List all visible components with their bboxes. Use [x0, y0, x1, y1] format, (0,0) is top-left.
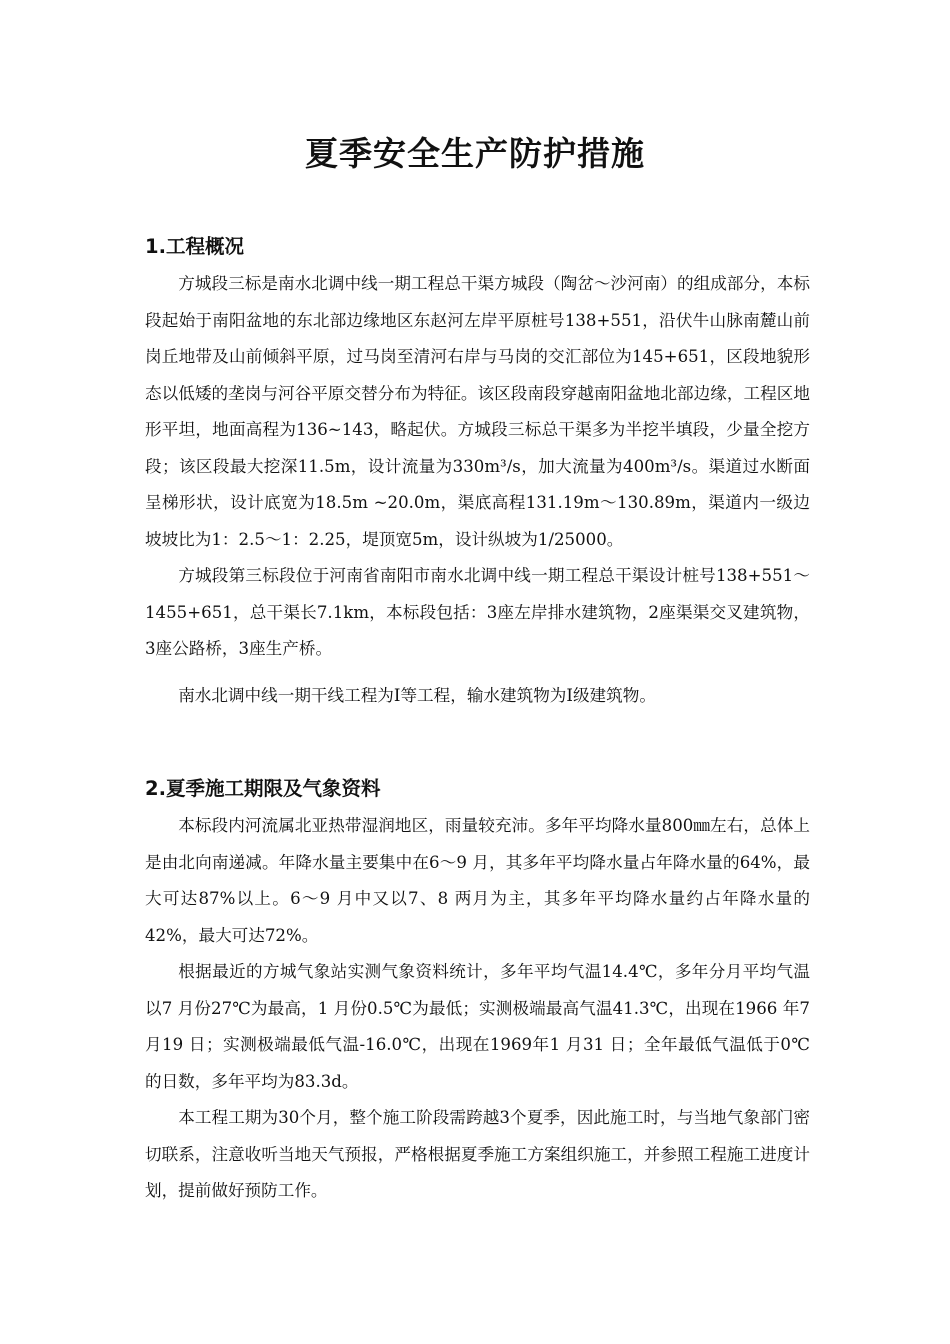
paragraph: 南水北调中线一期干线工程为Ⅰ等工程，输水建筑物为Ⅰ级建筑物。	[178, 685, 656, 705]
document-title: 夏季安全生产防护措施	[305, 134, 645, 173]
section-heading: 1.工程概况	[145, 235, 244, 258]
paragraph: 方城段第三标段位于河南省南阳市南水北调中线一期工程总干渠设计桩号138+551～1455+651，总干渠长7.1km，本标段包括：3座左岸排水建筑物，2座渠渠交叉建筑物，3座公路桥，3座生产桥。	[145, 566, 810, 658]
paragraph: 本标段内河流属北亚热带湿润地区，雨量较充沛。多年平均降水量800㎜左右，总体上是由北向南递减。年降水量主要集中在6～9 月，其多年平均降水量占年降水量的64%，最大可达87%以上。6～9 月中又以7、8 两月为主，其多年平均降水量约占年降水量的42%，最大可达72%。	[145, 816, 810, 945]
paragraph: 根据最近的方城气象站实测气象资料统计，多年平均气温14.4℃，多年分月平均气温以7 月份27℃为最高，1 月份0.5℃为最低；实测极端最高气温41.3℃，出现在1966 年7 月19 日；实测极端最低气温-16.0℃，出现在1969年1 月31 日；全年最低气温低于0℃的日数，多年平均为83.3d。	[145, 962, 810, 1091]
section-summer-weather	[145, 774, 810, 1210]
paragraph: 方城段三标是南水北调中线一期工程总干渠方城段（陶岔～沙河南）的组成部分，本标段起始于南阳盆地的东北部边缘地区东赵河左岸平原桩号138+551，沿伏牛山脉南麓山前岗丘地带及山前倾斜平原，过马岗至清河右岸与马岗的交汇部位为145+651，区段地貌形态以低矮的垄岗与河谷平原交替分布为特征。该区段南段穿越南阳盆地北部边缘，工程区地形平坦，地面高程为136~143，略起伏。方城段三标总干渠多为半挖半填段，少量全挖方段；该区段最大挖深11.5m，设计流量为330m³/s，加大流量为400m³/s。渠道过水断面呈梯形状，设计底宽为18.5m ~20.0m，渠底高程131.19m～130.89m，渠道内一级边坡坡比为1：2.5～1：2.25，堤顶宽5m，设计纵坡为1/25000。	[145, 274, 810, 549]
section-project-overview	[145, 232, 810, 714]
section-heading: 2.夏季施工期限及气象资料	[145, 777, 381, 800]
paragraph: 本工程工期为30个月，整个施工阶段需跨越3个夏季，因此施工时，与当地气象部门密切联系，注意收听当地天气预报，严格根据夏季施工方案组织施工，并参照工程施工进度计划，提前做好预防工作。	[145, 1108, 810, 1200]
